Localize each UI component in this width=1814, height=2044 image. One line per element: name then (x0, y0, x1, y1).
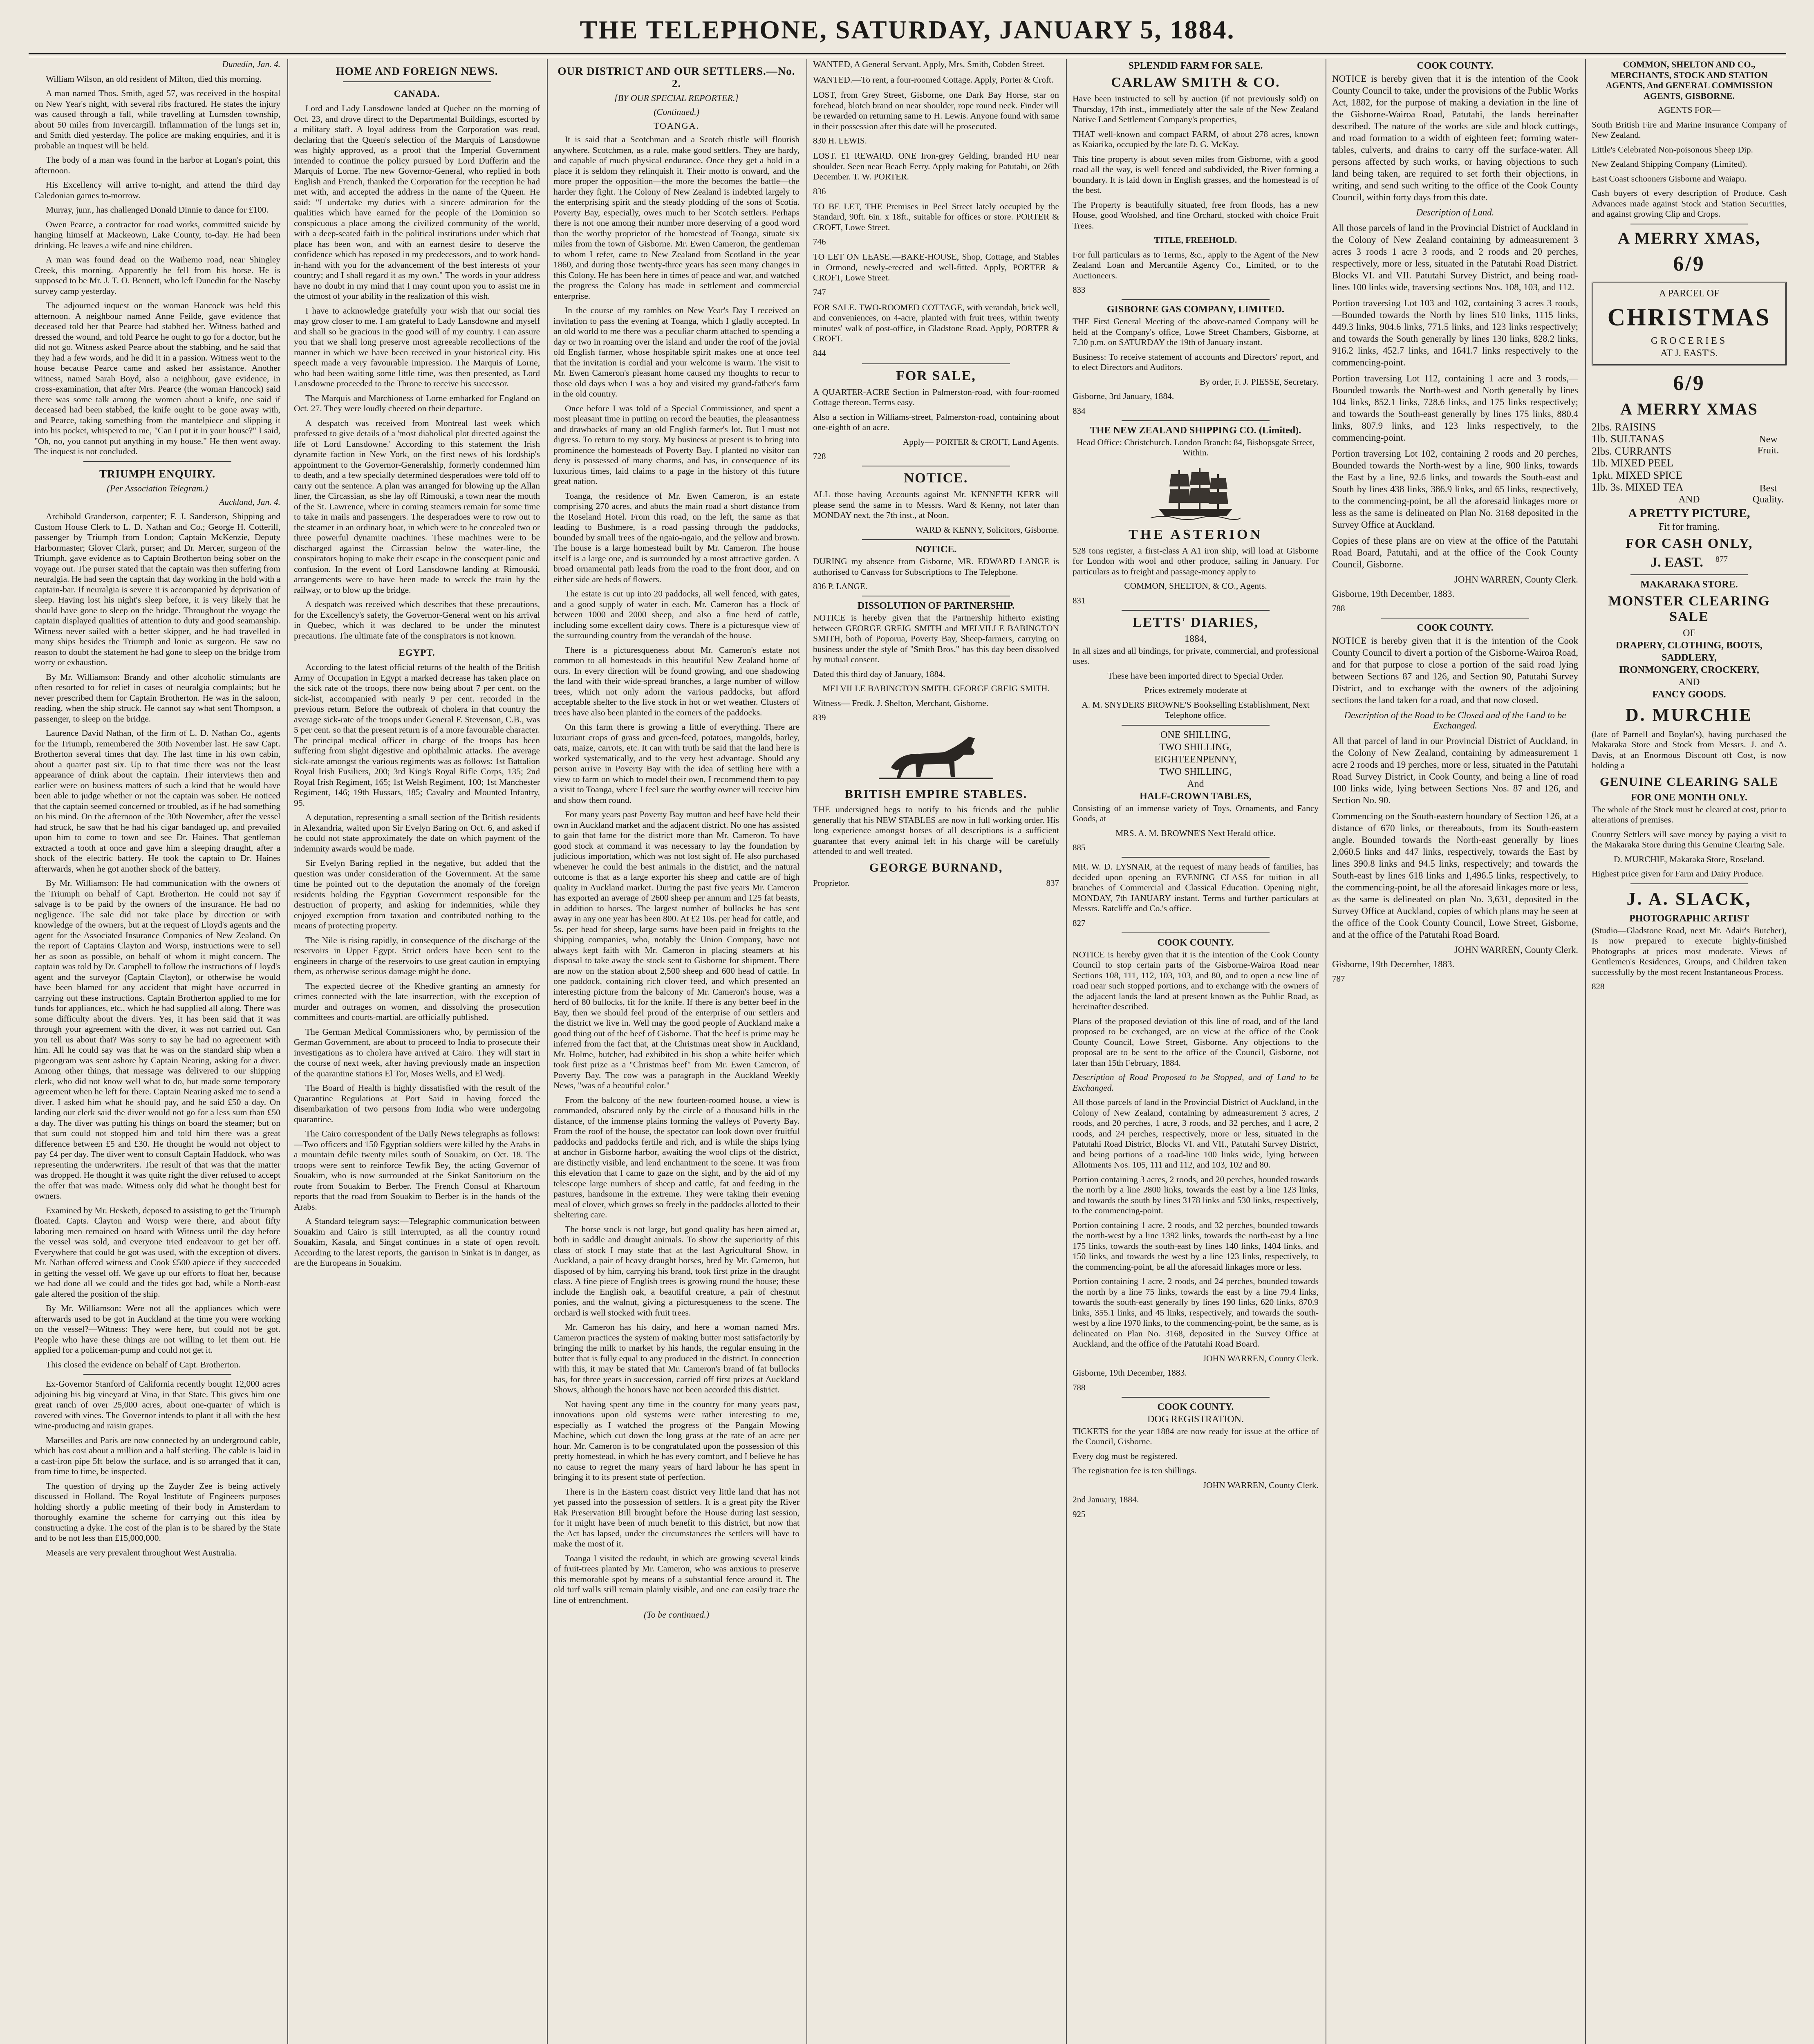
ad-text: 2nd January, 1884. (1073, 1495, 1139, 1504)
sale-line: FOR ONE MONTH ONLY. (1631, 792, 1747, 803)
photographer-title: PHOTOGRAPHIC ARTIST (1629, 913, 1749, 924)
ad-text: A. M. SNYDERS BROWNE'S Bookselling Establishment, Next Telephone office. (1082, 699, 1310, 720)
news-paragraphs (34, 74, 280, 457)
county-heading: COOK COUNTY. (1157, 1401, 1234, 1412)
ad-text: Portion traversing Lot 103 and 102, containing 3 acres 3 roods,—Bounded towards the North by lines 510 links, 1115 links, 449.3 links, 904.6 links, 771.5 links, and 123 links respectively; and towards the South generally by lines 130 links, 828.2 links, 916.2 links, 452.7 links, and 1641.7 links respectively to the commencing-point. (1332, 298, 1578, 368)
ad-text: Also a section in Williams-street, Palmerston-road, containing about one-eighth of an acre. (813, 412, 1059, 432)
classified-ad (813, 59, 1059, 70)
news-paragraph: The estate is cut up into 20 paddocks, all well fenced, with gates, and a good supply of water in each. Mr. Cameron has a flock of between 1000 and 2000 sheep, and also a fine herd of cattle, including some excellent dairy cows. There is a picturesque view of the surrounding country from the verandah of the house. (553, 589, 800, 640)
ad-text: All those parcels of land in the Provincial District of Auckland, in the Colony of New Zealand, containing by admeasurement 3 acres, 2 roods, and 20 perches, 1 acre, 3 roods, and 32 perches, and 1 acre, 2 roods, and 24 perches, respectively, more or less, situated in the Patutahi Road District, Blocks VI. and VII., Patutahi Survey District, and being portions of a road-line 100 links wide, lying between Allotments Nos. 105, 111 and 112, and 103, 102 and 80. (1073, 1097, 1319, 1170)
section-divider (1122, 610, 1269, 611)
ad-tag: 830 H. LEWIS. (813, 136, 867, 146)
ad-text: All that parcel of land in our Provincial District of Auckland, in the Colony of New Zealand, containing by admeasurement 1 acre 2 roods and 19 perches, more or less, situated in the Patutahi Road Survey District, in Cook County, and being a line of road 100 links wide, lying between Sections Nos. 87 and 126, and Section No. 90. (1332, 735, 1578, 805)
ad-tag: 877 (1715, 554, 1728, 564)
dog-heading: DOG REGISTRATION. (1147, 1414, 1244, 1425)
ad-text: All those parcels of land in the Provincial District of Auckland in the Colony of New Zealand containing by admeasurement 3 acres 3 roods 1 acre 3 roods, and 2 roods and 20 perches, respectively, more or less, situated in the Patutahi Road District. Blocks VI. and VII. Patutahi Survey District, and being road-lines 100 links wide, traversing sections Nos. 108, 103, and 112. (1332, 222, 1578, 292)
news-paragraph: A despatch was received from Montreal last week which professed to give details of a 'most diabolical plot directed against the life of Lord Lansdowne.' According to this statement the Irish dynamite faction in New York, on the first news of his lordship's appointment to the Governor-Generalship, formerly condemned him to death, and a few specially determined desperadoes were told off to carry out the sentence. A plan was arranged for blowing up the Allan liner, the Circassian, as she lay off Rimouski, a town near the mouth of the St. Lawrence, where in coming steamers remain for some time to take in mails and passengers. The desperadoes were to row out to the steamer in an ordinary boat, in which were to be concealed two or three powerful dynamite machines. These machines were to be discharged against the Circassian below the water-line, the conspirators hoping to make their escape in the consequent panic and confusion. In the event of Lord Lansdowne landing at Rimouski, arrangements were to have been made to wreck the train by the railway, or to blow up the bridge. (294, 418, 540, 595)
ad-tag: 788 (1073, 1382, 1086, 1392)
section-divider (862, 539, 1010, 540)
ad-text: Description of the Road to be Closed and of the Land to be Exchanged. (1344, 710, 1566, 731)
to-be-continued: (To be continued.) (644, 1609, 709, 1620)
section-divider (83, 1374, 231, 1375)
goods-item: 1lb. 3s. MIXED TEA (1592, 481, 1684, 493)
sale-line: OF (1683, 628, 1695, 639)
ad-text: FOR SALE. TWO-ROOMED COTTAGE, with verandah, brick well, and conveniences, on 4-acre, planted with fruit trees, within twenty minutes' walk of post-office, in Gladstone Road. Apply, PORTER & CROFT. (813, 302, 1059, 343)
ad-text: Portion containing 1 acre, 2 roods, and 32 perches, bounded towards the north-west by a line 1392 links, towards the north-east by a line 175 links, towards the south-east by lines 140 links, 1404 links, and 150 links, and towards the west by a line 123 links, respectively, to the commencing-point, be all the aforesaid linkages more or less. (1073, 1220, 1319, 1272)
parcel-line: AT J. EAST'S. (1660, 347, 1718, 359)
ad-text: NOTICE is hereby given that it is the intention of the Cook County Council to stop certain parts of the Gisborne-Wairoa Road near Sections 108, 111, 112, 103, 103, and 80, and to open a new line of road near such stopped portions, and to exchange with the owners of the adjacent lands the land at present known as the Public Road, as hereinafter described. (1073, 949, 1319, 1011)
tables-line: And (1187, 778, 1204, 789)
notice-heading: NOTICE. (904, 471, 968, 486)
masthead-rule (29, 53, 1786, 57)
ad-text: A QUARTER-ACRE Section in Palmerston-road, with four-roomed Cottage thereon. Terms easy. (813, 387, 1059, 407)
and-line: AND (1678, 494, 1700, 505)
ad-text: Apply— PORTER & CROFT, Land Agents. (903, 437, 1059, 447)
news-paragraph: I have to acknowledge gratefully your wish that our social ties may grow closer to me. I am grateful to Lady Lansdowne and myself and shall so be gracious in the good will of my country. I can assure you that we shall long preserve most agreeable recollections of the manner in which we have been received in your historical city. His speech made a very favourable impression. The Marquis of Lorne, who had been waiting some little time, was then presented, as Lord Lansdowne proceeded to the Throne to receive his successor. (294, 305, 540, 388)
news-paragraph: The body of a man was found in the harbor at Logan's point, this afternoon. (34, 155, 280, 175)
news-paragraph: By Mr. Williamson: He had communication with the owners of the Triumph on behalf of Capt. Brotherton. He could not say if salvage is to be paid by the owners of the insurance. He had no negligence. The sale did not take place by direction or with knowledge of the owners, but at the request of Lloyd's agents and the agent for the Associated Insurance Companies of New Zealand. On the report of Captains Clayton and Worsp, instructions were to sell her as soon as possible, on behalf of whom it might concern. The captain was told by Dr. Campbell to follow the instructions of Lloyd's agent and the surveyor (Captain Clayton), or otherwise he would have been blamed for any accident that might have occurred in carrying out these instructions. Captain Brotherton applied to me for funds for appliances, etc., which he had supplied all along. There was some difficulty about the divers. Yes, it has been said that it was through your agreement with the diver, it was not carried out. Can you tell us about that? Was sorry to say he had no agreement with him. All he could say was that he was on the standard ship when a pigeongram was sent ashore by Captain Nearing, asking for a diver. Among other things, that message was delivered to our shipping clerk, who did not know well what to do, but made some temporary agreement when he left for there. Captain Nearing asked me to send a diver. I asked him what he should pay, and he said £50 a day. On landing our clerk said the diver would not go for a less sum than £50 a day. The diver was putting his things on board the steamer; but on that sum could not stopped him and told him there was a great difference between £5 and £30. He thought he would not object to pay £4 per day. The diver went to consult Captain Haddock, who was representing the underwriters. The result of that was that the matter was dropped. He thought it was quite right the diver refused to accept the offer that was made. Witness only did what he thought best for owners. (34, 878, 280, 1201)
ad-text: Prices extremely moderate at (1144, 685, 1247, 695)
goods-item: 1lb. MIXED PEEL (1592, 457, 1674, 469)
ad-text: Have been instructed to sell by auction (if not previously sold) on Thursday, 17th inst., immediately after the sale of the New Zealand Native Land Settlement Company's properties, (1073, 94, 1319, 124)
ad-text: D. MURCHIE, Makaraka Store, Roseland. (1613, 854, 1765, 864)
tables-line: ONE SHILLING, (1160, 729, 1231, 740)
news-paragraph: From the balcony of the new fourteen-roomed house, a view is commanded, obscured only by the circle of a thousand hills in the distance, of the immense plains forming the valleys of Poverty Bay. From the roof of the house, the spectator can look down over fruitful paddocks and paddocks fertile and rich, and is while the ships lying at anchor in Gisborne harbor, awaiting the wool clips of the district, are distinctly visible, and lend enchantment to the scene. It was from this elevation that I came to gaze on the sight, and by the aid of my telescope large numbers of sheep and cattle, fat and feeding in the pastures, handsome in the extreme. They were taking their evening meal of clover, which grows so freely in the paddocks allotted to their sheltering care. (553, 1095, 800, 1219)
ad-text: In all sizes and all bindings, for private, commercial, and professional uses. (1073, 645, 1319, 666)
ad-text: Plans of the proposed deviation of this line of road, and of the land proposed to be exchanged, are on view at the office of the Cook County Council, Lowe Street, Gisborne. Any objections to the proposal are to be sent to the office of the Council, Gisborne, not later than 15th February, 1884. (1073, 1016, 1319, 1068)
ad-text: Commencing on the South-eastern boundary of Section 126, at a distance of 670 links, or thereabouts, from its South-eastern angle. Bounded towards the North-east generally by lines 2,060.5 links and 447 links, respectively, towards the East by lines 390.8 links and 94.5 links, respectively; and towards the South-east by lines 618 links and 1,496.5 links, respectively, to the commencing-point, be all the aforesaid linkages more or less, as the same is delineated on plan No. 3,631, deposited in the Survey Office at Auckland, copies of which plans may be seen at the office of the Cook County Council, Lowe Street, Gisborne, and at the office of the Patutahi Road Board. (1332, 811, 1578, 940)
ad-text: By order, F. J. PIESSE, Secretary. (1199, 377, 1319, 387)
column-7 (1586, 59, 1792, 2044)
column-3 (548, 59, 805, 2044)
ad-text: TICKETS for the year 1884 are now ready for issue at the office of the Council, Gisborne. (1073, 1426, 1319, 1446)
east-signature (1592, 555, 1787, 570)
section-divider (343, 81, 490, 82)
merchant-name: D. MURCHIE (1625, 704, 1753, 725)
dateline: Auckland, Jan. 4. (219, 497, 280, 507)
subheading: CANADA. (394, 89, 440, 99)
ad-tag: 728 (813, 451, 826, 461)
ad-text: Business: To receive statement of accounts and Directors' report, and to elect Directors and Auditors. (1073, 352, 1319, 372)
section-divider (1122, 932, 1269, 933)
column-2 (288, 59, 546, 2044)
ad-text: New Zealand Shipping Company (Limited). (1592, 159, 1747, 169)
gas-heading: GISBORNE GAS COMPANY, LIMITED. (1106, 304, 1285, 315)
ad-text: NOTICE is hereby given that it is the intention of the Cook County Council to divert a portion of the Gisborne-Wairoa Road, and for that purpose to close a portion of the said road lying between Sections 87 and 126, and Section 90, Patutahi Survey District, and to exchange with the owners of the adjoining sections the land taken for a road, and that now closed. (1332, 635, 1578, 705)
news-paragraph: The Board of Health is highly dissatisfied with the result of the Quarantine Regulations at Port Said in having forced the disembarkation of two persons from India who were undergoing quarantine. (294, 1083, 540, 1124)
ad-tag: 925 (1073, 1509, 1086, 1519)
ad-text: Portion containing 1 acre, 2 roods, and 24 perches, bounded towards the north by a line 75 links, towards the east by a line 79.4 links, towards the south-east generally by lines 190 links, 620 links, 870.9 links, 355.1 links, and 45 links, respectively, and towards the south-west by a line 1970 links, to the commencing-point, be the same, as is delineated on Plan No. 3168, deposited in the Survey Office at Auckland, and the office of the Patutahi Road Board. (1073, 1276, 1319, 1349)
section-divider (1122, 1397, 1269, 1398)
section-divider (1630, 574, 1747, 575)
article-byline: (Per Association Telegram.) (107, 483, 208, 493)
ad-text: The Property is beautifully situated, free from floods, has a new House, good Woolshed, and fine Orchard, stocked with choice Fruit Trees. (1073, 199, 1319, 231)
proprietor-label: Proprietor. (813, 878, 850, 888)
news-paragraph: According to the latest official returns of the health of the British Army of Occupation in Egypt a marked decrease has taken place on the sick rate of the troops, there now being about 7 per cent. on the sick-list, accompanied with nearly 9 per cent. recorded in the previous return. Before the outbreak of cholera in that country the average sick-rate of the troops under General F. Stevenson, C.B., was 5 per cent. so that the present return is of a more favourable character. The principal medical officer in charge of the troops has been suffering from slight digestive and ophthalmic attacks. The average sick-rate amongst the various regiments was as follows: 1st Battalion Royal Irish Fusiliers, 200; 3rd King's Royal Rifle Corps, 135; 2nd Royal Irish Regiment, 165; 1st Welsh Regiment, 100; 1st Manchester Regiment, 146; 19th Hussars, 185; Cavalry and Mounted Infantry, 95. (294, 662, 540, 808)
news-paragraph: By Mr. Williamson: Were not all the appliances which were afterwards used to be got in Auckland at the time you were working on the vessel?—Witness: They were here, but could not be got. People who have these things are not willing to let them out. He applied for a policeman-pump and could not get it. (34, 1303, 280, 1355)
forsale-heading: FOR SALE, (896, 368, 976, 383)
ad-tag: 844 (813, 348, 826, 358)
picture-note: Fit for framing. (1659, 521, 1720, 532)
news-paragraph: The German Medical Commissioners who, by permission of the German Government, are about to proceed to India to prosecute their investigations as to cholera have arrived at Cairo. They will start in the course of next week, after having previously made an inspection of the quarantine stations El Tor, Moses Wells, and El Wedj. (294, 1026, 540, 1078)
news-paragraph: The horse stock is not large, but good quality has been aimed at, both in saddle and draught animals. To show the superiority of this class of stock I may state that at the last Agricultural Show, in Auckland, a pair of heavy draught horses, bred by Mr. Cameron, but disposed of by him, carrying his brand, took first prize in the draught class. A fine piece of English trees is growing round the house; these include the English oak, a beautiful creature, a pair of chestnut ponies, and the walnut, giving a picturesqueness to the scene. The orchard is well stocked with fruit trees. (553, 1224, 800, 1318)
ad-text: NOTICE is hereby given that the Partnership hitherto existing between GEORGE GREIG SMITH and MELVILLE BABINGTON SMITH, both of Poporua, Poverty Bay, Sheep-farmers, carrying on business under the style of "Smith Bros." has this day been dissolved by mutual consent. (813, 613, 1059, 664)
continued-note: (Continued.) (654, 107, 699, 117)
column-6 (1326, 59, 1584, 2044)
classified-ad (813, 90, 1059, 146)
news-paragraph: The expected decree of the Khedive granting an amnesty for crimes connected with the late insurrection, with the exception of murder and outrages on women, and dissolving the prosecution committees and courts-martial, are officially published. (294, 981, 540, 1022)
news-paragraph: A Standard telegram says:—Telegraphic communication between Souakim and Cairo is still interrupted, as all the country round Souakim, Kasala, and Singat continues in a state of open revolt. According to the latest reports, the garrison in Sinkat is in danger, as are the Europeans in Souakim. (294, 1216, 540, 1268)
section-divider (1630, 883, 1747, 884)
column-4 (807, 59, 1065, 2044)
ad-text: Gisborne, 3rd January, 1884. (1073, 391, 1174, 401)
tables-line: HALF-CROWN TABLES, (1140, 791, 1252, 802)
ad-text: Portion traversing Lot 102, containing 2 roods and 20 perches, Bounded towards the North-west by a line, 900 links, towards the East by a line, 92.6 links, and towards the South-east and South by lines 438 links, 386.9 links, and 65 links, respectively, to the commencing-point, be all the aforesaid linkages more or less as the same is delineated on Plan No. 3168 deposited in the Survey Office at Auckland. (1332, 448, 1578, 530)
ad-text: The registration fee is ten shillings. (1073, 1466, 1197, 1475)
notice-heading: NOTICE. (915, 544, 957, 555)
ad-text: MELVILLE BABINGTON SMITH. GEORGE GREIG SMITH. (822, 684, 1050, 693)
classified-ad (813, 202, 1059, 247)
ad-text: LOST. £1 REWARD. ONE Iron-grey Gelding, branded HU near shoulder. Seen near Beach Ferry. Apply making for Patutahi, on 26th December. T. W. PORTER. (813, 151, 1059, 182)
column-5 (1067, 59, 1324, 2044)
sale-line: AND (1678, 677, 1700, 688)
ad-text: LOST, from Grey Street, Gisborne, one Dark Bay Horse, star on forehead, blotch brand on near shoulder, rope round neck. Finder will be rewarded on returning same to H. Lewis. Anyone found with same in their possession after this date will be prosecuted. (813, 90, 1059, 131)
ad-text: TITLE, FREEHOLD. (1154, 235, 1237, 245)
section-divider (1122, 857, 1269, 858)
article-heading: TRIUMPH ENQUIRY. (99, 467, 216, 480)
news-paragraph: Mr. Cameron has his dairy, and here a woman named Mrs. Cameron practices the system of making butter most satisfactorily by bringing the milk to market by his hands, the regular ensuing in the butter that is fully equal to any produced in the district. In connection with this, it may be stated that Mr. Cameron's brand of fat bullocks has, for three years in succession, carried off first prizes at Auckland Shows, although the honors have not been accorded this district. (553, 1322, 800, 1394)
xmas-heading: A MERRY XMAS, (1618, 229, 1760, 247)
news-paragraph: William Wilson, an old resident of Milton, died this morning. (46, 74, 262, 84)
firm-name: COMMON, SHELTON AND CO., MERCHANTS, STOCK AND STATION AGENTS, And GENERAL COMMISSION AGENTS, GISBORNE. (1606, 59, 1773, 101)
horse-illustration (875, 728, 997, 782)
diaries-heading: LETTS' DIARIES, (1133, 614, 1259, 630)
news-paragraph: Laurence David Nathan, of the firm of L. D. Nathan Co., agents for the Triumph, remembered the 30th November last. He saw Capt. Brotherton several times that day. The last time in his own cabin, about a quarter past six. Up to that time there was not the least appearance of drink about the captain. Their interviews then and earlier were on business matters of such a kind that he would have been able to judge whether or not the captain was sober. He noticed that the captain seemed concerned or troubled, as if he had something on his mind. On the afternoon of the 30th November, after the vessel had struck, he saw that he had his cigar bandaged up, and prevailed upon him to come to town and see Dr. Haines. That gentleman extracted a tooth at once and gave him a sleeping draught, after a shock of the electric battery. He took the captain to Dr. Haines afterwards, when he got another shock of the battery. (34, 728, 280, 874)
diaries-year: 1884, (1185, 633, 1207, 644)
ad-text: TO LET ON LEASE.—BAKE-HOUSE, Shop, Cottage, and Stables in Ormond, newly-erected and well-fitted. Apply, PORTER & CROFT, Lowe Street. (813, 252, 1059, 282)
auctioneer-name: CARLAW SMITH & CO. (1111, 75, 1280, 90)
ad-text: This fine property is about seven miles from Gisborne, with a good road all the way, is well fenced and subdivided, the River forming a boundary. It is laid down in English grasses, and the homestead is of the best. (1073, 154, 1319, 195)
classified-ad (813, 303, 1059, 359)
news-paragraph: Not having spent any time in the country for many years past, innovations upon old systems were rather interesting to me, especially as I watched the progress of the Pangain Mowing Machine, which cut down the long grass at the rate of an acre per hour. Mr. Cameron is to be congratulated upon the possession of this pretty homestead, in which he has every comfort, and I believe he has no cause to regret the many years of hard labour he has spent in bringing it to its present state of perfection. (553, 1399, 800, 1482)
ad-text: THAT well-known and compact FARM, of about 278 acres, known as Kaiarika, occupied by the late D. G. McKay. (1073, 129, 1319, 149)
column-1 (29, 59, 286, 2044)
ad-text: WARD & KENNY, Solicitors, Gisborne. (915, 524, 1059, 535)
christmas-parcel-box (1592, 282, 1787, 365)
ad-tag: 831 (1073, 595, 1086, 605)
ad-text: Dated this third day of January, 1884. (813, 669, 945, 679)
news-paragraph: A deputation, representing a small section of the British residents in Alexandria, waited upon Sir Evelyn Baring on Oct. 6, and asked if he could not state approximately the date on which payment of the indemnity awards would be made. (294, 812, 540, 854)
ad-tag: 827 (1073, 918, 1086, 928)
news-paragraph: Examined by Mr. Hesketh, deposed to assisting to get the Triumph floated. Capts. Clayton and Worsp were there, and about fifty laboring men remained on board with Witness until the day before the vessel was sold, and everyone tried endeavour to get her off. Everywhere that could be got was used, with the exception of divers. Mr. Nathan offered witness and Cook £500 apiece if they succeeded in getting the vessel off. We gave up our efforts to float her, because we had done all we could and the tides got bad, while a North-east gale altered the position of the ship. (34, 1205, 280, 1299)
ad-text: Gisborne, 19th December, 1883. (1332, 589, 1455, 599)
article-heading: OUR DISTRICT AND OUR SETTLERS.—No. 2. (558, 65, 795, 90)
news-paragraph: It is said that a Scotchman and a Scotch thistle will flourish anywhere. Scotchmen, as a rule, make good settlers. They are hardy, and capable of much physical endurance. Once they get a hold in a place it is seldom they relinquish it. Their motto is onward, and the more proper the opposition—the more the becomes the battle—the harder they fight. The Colony of New Zealand is indebted largely to the enterprising spirit and the steady plodding of the sons of Scotia. Poverty Bay, especially, owes much to her Scotch settlers. Perhaps there is not one among their number more deserving of a good word than the worthy proprietor of the homestead of Toanga, situate six miles from the town of Gisborne. Mr. Ewen Cameron, the gentleman to whom I refer, came to New Zealand from Scotland in the year 1860, and during those twenty-three years has seen many changes in this Colony. He has been here in times of peace and war, and watched the progress the Colony has made in settlement and commercial enterprise. (553, 134, 800, 301)
goods-item: 2lbs. RAISINS (1592, 421, 1656, 433)
picture-line: A PRETTY PICTURE, (1628, 506, 1750, 520)
news-paragraph: A despatch was received which describes that these precautions, for the Excellency's safety, the Governor-General went on his arrival in Quebec, which it was declared to be under the minutest precautions. The ultimate fate of the conspirators is not known. (294, 599, 540, 641)
farm-heading: SPLENDID FARM FOR SALE. (1128, 61, 1263, 71)
news-paragraph: Owen Pearce, a contractor for road works, committed suicide by hanging himself at Mackeown, Lake County, to-day. He had been drinking. He leaves a wife and nine children. (34, 219, 280, 250)
ad-text: TO BE LET, THE Premises in Peel Street lately occupied by the Standard, 90ft. 6in. x 18ft., suitable for offices or store. PORTER & CROFT, Lowe Street. (813, 201, 1059, 232)
news-paragraph: A man named Thos. Smith, aged 57, was received in the hospital on New Year's night, with several ribs fractured. He states the injury was caused through a fall, while travelling at Lumsden township, about 50 miles from Invercargill. Inflammation of the lungs set in, and Smith died yesterday. The police are making enquiries, and it is probable an inquest will be held. (34, 88, 280, 150)
ad-text: COMMON, SHELTON, & CO., Agents. (1124, 581, 1267, 591)
ad-text: WANTED.—To rent, a four-roomed Cottage. Apply, Porter & Croft. (813, 74, 1054, 85)
ad-text: NOTICE is hereby given that it is the intention of the Cook County Council to take, under the provisions of the Public Works Act, 1882, for the purpose of making a deviation in the line of the Gisborne-Wairoa Road, Patutahi, the lands hereinafter described. The nature of the works are side and block cuttings, and road formation to a width of eighteen feet; forming water-tables, culverts, and drains to carry off the surface-water. All persons affected by such works, or having objections to such land being taken, are required to set forth their objections, in writing, and send such writing to the office of the Cook County Council, within forty days from this date. (1332, 74, 1578, 202)
news-paragraph: By Mr. Williamson: Brandy and other alcoholic stimulants are often resorted to for relief in cases of neuralgia complaints; but he never prescribed them for Captain Brotherton. He was in the saloon, reading, when the ship struck. He cannot say what sent Thompson, a passenger, to sleep on the bridge. (34, 672, 280, 724)
news-paragraph: On this farm there is growing a little of everything. There are luxuriant crops of grass and green-feed, potatoes, mangolds, barley, oats, maize, carrots, etc. It can with truth be said that the land here is worked systematically, and to the very best advantage. Should any person arrive in Poverty Bay with the idea of settling here with a view to farm on which to model their own, I recommend them to pay a visit to Toanga, where I feel sure the worthy owner will receive him and show them round. (553, 722, 800, 805)
news-paragraph: Once before I was told of a Special Commissioner, and spent a most pleasant time in putting on record the beauties, the pleasantness and drawbacks of many an old English farmer's lot. But I must not digress. To return to my story. My business at present is to bring into prominence the homesteads of Poverty Bay. I planted no visitor can deny is possessed of many charms, and has, in consequence of its luxurious times, laid claims to a page in the history of this future great nation. (553, 403, 800, 486)
ad-text: JOHN WARREN, County Clerk. (1454, 574, 1578, 585)
price: 6/9 (1673, 252, 1705, 276)
ad-text: Highest price given for Farm and Dairy Produce. (1592, 869, 1764, 879)
proprietor-name: GEORGE BURNAND, (869, 861, 1003, 874)
ad-tag: 747 (813, 287, 826, 297)
news-paragraph: Marseilles and Paris are now connected by an underground cable, which has cost about a million and a half sterling. The cable is laid in a cast-iron pipe 5ft below the surface, and is so arranged that it can, from time to time, be inspected. (34, 1435, 280, 1476)
news-paragraph: His Excellency will arrive to-night, and attend the third day Caledonian games to-morrow. (34, 180, 280, 200)
tables-line: TWO SHILLING, (1159, 742, 1232, 753)
news-paragraph: Lord and Lady Lansdowne landed at Quebec on the morning of Oct. 23, and drove direct to the Departmental Buildings, escorted by a military staff. A loyal address from the Corporation was read, declaring that the Queen's selection of the Marquis of Lansdowne was highly approved, as a proof that the Imperial Government intended to continue the policy pursued by Lord Dufferin and the Marquis of Lorne. The new Governor-General, who replied in both English and French, thanked the Corporation for the reception he had met with, and accepted the address in the name of the Queen. He said: "I undertake my duties with a sincere admiration for the qualities which have earned for the people of the Dominion so conspicuous a place among the civilized community of the world, with a deep-seated faith in the political institutions under which that place has been won, and with an earnest desire to deserve the confidence which has reposed in my predecessors, and to work hand-in-hand with you for the advancement of the best interests of your country; and I shall regard it as my own." The words in your address have no doubt in my mind that I may count upon you to assist me in the utmost of your ability in the realization of this wish. (294, 103, 540, 301)
goods-item: 2lbs. CURRANTS (1592, 445, 1672, 457)
section-divider (83, 461, 231, 462)
ad-text: Every dog must be registered. (1073, 1451, 1178, 1461)
newspaper-title: THE TELEPHONE, SATURDAY, JANUARY 5, 1884. (580, 15, 1235, 44)
news-paragraph: There is in the Eastern coast district very little land that has not yet passed into the possession of settlers. It is a great pity the River Rak Preservation Bill brought before the House during last session, for it might have been of much benefit to this district, but now that the Act has lapsed, under the circumstances the settlers will have to make the most of it. (553, 1486, 800, 1549)
proprietor-line (813, 878, 1059, 888)
ad-text: DURING my absence from Gisborne, MR. EDWARD LANGE is authorised to Canvass for Subscriptions to The Telephone. (813, 556, 1059, 577)
ad-text: East Coast schooners Gisborne and Waiapu. (1592, 173, 1747, 184)
ad-text: WANTED, A General Servant. Apply, Mrs. Smith, Cobden Street. (813, 59, 1045, 69)
news-paragraph: The question of drying up the Zuyder Zee is being actively discussed in Holland. The Royal Institute of Engineers purposes holding shortly a public meeting of their body in Amsterdam to thoroughly examine the scheme for carrying out this idea by constructing a dyke. The cost of the plan is to be shared by the State and to be not less than £15,000,000. (34, 1481, 280, 1543)
news-paragraph: Sir Evelyn Baring replied in the negative, but added that the question was under consideration of the Government. At the same time he pointed out to the deputation the anomaly of the foreign residents holding the Egyptian Government responsible for the destruction of property, and asking for indemnities, while they enjoyed exemption from taxation and contributed nothing to the means of protecting property. (294, 858, 540, 930)
ad-tag: 836 P. LANGE. (813, 581, 868, 591)
news-paragraph: Archibald Granderson, carpenter; F. J. Sanderson, Shipping and Custom House Clerk to L. D. Nathan and Co.; George H. Cotterill, passenger by Triumph from London; Captain McKenzie, Deputy Harbormaster; Glover Clark, purser; and Dr. Mercer, surgeon of the Triumph, gave evidence as to Captain Brotherton being sober on the voyage out. The purser stated that the captain was then suffering from neuralgia. He had seen the captain that day working in the hold with a captain-bar. If neuralgia is severe it is accompanied by deprivation of sleep. Having lost his night's sleep before, it is very likely that he should have gone to sleep on the bridge. Throughout the voyage the captain displayed qualities of attention to duty and good seamanship. Witness never sailed with a better skipper, and he had travelled in many ships besides the Triumph and Ionic as surgeon. He saw no reason to doubt the statement he had gone to sleep on the bridge from worry or exhaustion. (34, 511, 280, 667)
goods-item: 1pkt. MIXED SPICE (1592, 469, 1682, 481)
dissolution-heading: DISSOLUTION OF PARTNERSHIP. (857, 601, 1015, 611)
ad-text: (Studio—Gladstone Road, next Mr. Adair's Butcher), Is now prepared to execute highly-finished Photographs at prices most moderate. Views of Gentlemen's Residences, Groups, and Children taken successfully by the most recent Instantaneous Process. (1592, 925, 1787, 977)
ad-text: (late of Parnell and Boylan's), having purchased the Makaraka Store and Stock from Messrs. J. and A. Davis, at an Enormous Discount off Cost, is now holding a (1592, 729, 1787, 770)
store-name: MAKARAKA STORE. (1640, 579, 1738, 590)
sale-heading: GENUINE CLEARING SALE (1599, 775, 1779, 789)
ad-text: THE First General Meeting of the above-named Company will be held at the Company's office, Lowe Street Chambers, Gisborne, at 7.30 p.m. on SATURDAY the 19th of January instant. (1073, 316, 1319, 347)
ad-text: MRS. A. M. BROWNE'S Next Herald office. (1115, 828, 1276, 838)
ad-text: JOHN WARREN, County Clerk. (1454, 944, 1578, 955)
ad-text: These have been imported direct to Special Order. (1107, 670, 1284, 681)
sale-line: IRONMONGERY, CROCKERY, (1619, 664, 1759, 675)
news-paragraph: Toanga, the residence of Mr. Ewen Cameron, is an estate comprising 270 acres, and abuts the main road a short distance from the Roseland Hotel. From this road, on the left, the same as that leading to Bushmere, is a road passing through the paddocks, bounded by small trees of the ngaio-ngaio, and the yellow and brown. The house is a large homestead built by Mr. Cameron. The house itself is a large one, and is surrounded by a most attractive garden. A broad ornamental path leads from the road to the front door, and on either side are beds of flowers. (553, 491, 800, 584)
ad-tag: 837 (1046, 878, 1059, 888)
ad-text: South British Fire and Marine Insurance Company of New Zealand. (1592, 119, 1787, 140)
news-paragraph: Measels are very prevalent throughout West Australia. (46, 1547, 237, 1558)
ship-illustration (1151, 464, 1241, 521)
classified-ad (813, 252, 1059, 298)
shipping-heading: THE NEW ZEALAND SHIPPING CO. (Limited). (1090, 425, 1301, 436)
price: 6/9 (1673, 371, 1705, 395)
news-paragraph: Ex-Governor Stanford of California recently bought 12,000 acres adjoining his big vineyard at Vina, in that State. This gives him one great ranch of over 25,000 acres, about one-quarter of which is covered with vines. The Governor intends to plant it all with the best wine-producing and raisin grapes. (34, 1379, 280, 1430)
section-divider (1381, 618, 1529, 619)
ad-text: JOHN WARREN, County Clerk. (1203, 1353, 1319, 1363)
ad-tag: 788 (1332, 603, 1345, 613)
section-divider (1122, 299, 1269, 300)
cash-line: FOR CASH ONLY, (1625, 536, 1753, 551)
article-byline: [BY OUR SPECIAL REPORTER.] (614, 93, 739, 103)
goods-note: Best Quality. (1752, 483, 1784, 505)
goods-note: New Fruit. (1757, 434, 1779, 456)
ad-tag: 787 (1332, 973, 1345, 984)
ad-tag: 885 (1073, 843, 1086, 852)
ad-text: Gisborne, 19th December, 1883. (1073, 1368, 1187, 1378)
sale-line: DRAPERY, CLOTHING, BOOTS, (1615, 640, 1762, 651)
ad-text: Little's Celebrated Non-poisonous Sheep Dip. (1592, 144, 1753, 155)
ad-text: Portion traversing Lot 112, containing 1 acre and 3 roods,—Bounded towards the North-west and North generally by lines 104 links, 852.1 links, 728.6 links, and 175 links respectively; and towards the South-east generally by lines 175 links, 880.4 links, 807.9 links, and 123 links respectively, to the commencing-point. (1332, 373, 1578, 443)
news-paragraph: This closed the evidence on behalf of Capt. Brotherton. (46, 1359, 241, 1369)
dateline: Dunedin, Jan. 4. (222, 59, 280, 69)
ad-text: ALL those having Accounts against Mr. KENNETH KERR will please send the same in to Messrs. Ward & Kenny, not later than MONDAY next, the 7th inst., at Noon. (813, 489, 1059, 520)
news-paragraph: In the course of my rambles on New Year's Day I received an invitation to pass the evening at Toanga, which I gladly accepted. In an old world to me there was a peculiar charm attached to spending a day or two in roaming over the island and under the roof of the jovial old English farmer, whose hospitable spirit makes one at once feel that the invitation is cordial and your welcome is warm. The visit to Mr. Ewen Cameron's pleasant home caused my thoughts to recur to those old days when I was a boy and visited my grand-father's farm in the old country. (553, 305, 800, 399)
news-paragraph: The Nile is rising rapidly, in consequence of the discharge of the reservoirs in Upper Egypt. Strict orders have been sent to the engineers in charge of the reservoirs to use great caution in emptying them, as otherwise serious damage might be done. (294, 935, 540, 976)
ad-text: Description of Land. (1416, 207, 1494, 217)
classified-ad (813, 151, 1059, 197)
section-divider (1122, 420, 1269, 421)
place-heading: TOANGA. (654, 121, 699, 131)
ad-text: Portion containing 3 acres, 2 roods, and 20 perches, bounded towards the north by a line 2800 links, towards the east by a line 123 links, and towards the south by lines 3178 links and 530 links, respectively, to the commencing-point. (1073, 1174, 1319, 1215)
sale-line: FANCY GOODS. (1652, 689, 1726, 700)
article-heading: HOME AND FOREIGN NEWS. (336, 65, 498, 77)
ad-text: Gisborne, 19th December, 1883. (1332, 959, 1455, 969)
ad-text: AGENTS FOR— (1657, 105, 1721, 115)
ad-text: Description of Road Proposed to be Stopped, and of Land to be Exchanged. (1073, 1072, 1319, 1093)
ad-tag: 834 (1073, 406, 1086, 416)
tables-line: EIGHTEENPENNY, (1154, 754, 1237, 765)
ad-text: Consisting of an immense variety of Toys, Ornaments, and Fancy Goods, at (1073, 803, 1319, 823)
ad-text: The whole of the Stock must be cleared at cost, prior to alterations of premises. (1592, 804, 1787, 825)
ad-text: Head Office: Christchurch. London Branch: 84, Bishopsgate Street, Within. (1076, 437, 1315, 457)
parcel-line: GROCERIES (1651, 335, 1728, 346)
county-heading: COOK COUNTY. (1157, 937, 1234, 948)
ad-text: Witness— Fredk. J. Shelton, Merchant, Gisborne. (813, 698, 989, 708)
county-heading: COOK COUNTY. (1417, 61, 1494, 71)
county-heading: COOK COUNTY. (1417, 622, 1494, 633)
east-name: J. EAST. (1651, 554, 1703, 570)
news-paragraph: There is a picturesqueness about Mr. Cameron's estate not common to all homesteads in this beautiful New Zealand home of ours. In every direction will be found growing, and one shadowing the land with their wide-spread branches, a large number of willow trees, which not only adorn the various paddocks, but afford acceptable shelter to the live stock in hot or wet weather. Clusters of trees have also been planted in the corners of the paddocks. (553, 645, 800, 717)
sale-heading: MONSTER CLEARING SALE (1608, 593, 1770, 624)
goods-item: 1lb. SULTANAS (1592, 433, 1664, 445)
section-divider (1122, 725, 1269, 726)
parcel-line: A PARCEL OF (1659, 288, 1720, 299)
christmas-title: CHRISTMAS (1607, 303, 1771, 331)
masthead (29, 7, 1786, 52)
ad-text: MR. W. D. LYSNAR, at the request of many heads of families, has decided upon opening an EVENING CLASS for tuition in all branches of Commercial and Classical Education. Opening night, MONDAY, 7th JANUARY instant. Terms and further particulars at Messrs. Ratcliffe and Co.'s office. (1073, 862, 1319, 913)
ad-text: JOHN WARREN, County Clerk. (1203, 1480, 1319, 1490)
news-paragraph: For many years past Poverty Bay mutton and beef have held their own in Auckland market and the adjacent district. No one has assisted to gain that fame for the district more than Mr. Cameron. To have good stock at command it was necessary to lay the foundation by judicious importation, which was not lost sight of. He also purchased whenever he could the best animals in the district, and the natural outcome is that as a large exporter his sheep and cattle are of high quality in Auckland market. During the past five years Mr. Cameron has exported an average of 2600 sheep per annum and 125 fat beasts, in addition to horses. The largest number of bullocks he has sent away in any one year has been 800. At £2 10s. per head for cattle, and 5s. per head for sheep, large sums have been paid in freights to the shipping companies, who, notably the Union Company, have not always kept faith with Mr. Cameron in placing steamers at his disposal to take away the stock sent to Gisborne for shipment. There are now on the station about 2,500 sheep and 600 head of cattle. In one paddock, containing rich clover feed, and which presented an interesting picture from the balcony of Mr. Cameron's house, was a herd of 80 bullocks, fit for the knife. If there is any better beef in the Bay, then we should feel proud of the enterprise of our settlers and the district we live in. Well may the good people of Auckland make a good thing out of the beef of Gisborne. That the beef is prime may be inferred from the fact that, at the Christmas meat show in Auckland, Mr. Holme, butcher, had exhibited in his shop a white heifer which took first prize as a "Christmas beef" from Mr. Ewen Cameron, of Poverty Bay. The cow was a paragraph in the Auckland Weekly News, "was of a beautiful color." (553, 809, 800, 1090)
news-paragraph: Toanga I visited the redoubt, in which are growing several kinds of fruit-trees planted by Mr. Cameron, who was anxious to preserve this memorable spot by means of a substantial fence around it. The old turf walls still remain plainly visible, and one can easily trace the line of entrenchment. (553, 1553, 800, 1605)
section-divider (862, 363, 1010, 364)
ad-text: Country Settlers will save money by paying a visit to the Makaraka Store during this Genuine Clearing Sale. (1592, 829, 1787, 849)
photographer-name: J. A. SLACK, (1626, 888, 1752, 909)
news-paragraph: The adjourned inquest on the woman Hancock was held this afternoon. A neighbour named Anne Feilde, gave evidence that deceased told her that Pearce had stabbed her. Witness bathed and dressed the wound, and told Pearce he ought to go for a doctor, but he did not go. Witness asked Pearce about the stabbing, and he said that they had a few words, and he did it in a passion. Witness went to the house because Pearce came and asked her assistance. Another witness, named Sarah Boyd, also a neighbour, gave evidence, in cross-examination, that after Mrs. Pearce (the woman Hancock) said there was some talk among the women about a knife, one said if deceased had been stabbed, the knife ought to be gone away with, and Pearce, taking something from the mantelpiece and slipping it into his pocket, whispered to me, "Can I put it in your house?" I said, "Oh, no, you cannot put anything in my house." He then went away. The inquest is not concluded. (34, 300, 280, 456)
news-paragraph: The Cairo correspondent of the Daily News telegraphs as follows:—Two officers and 150 Egyptian soldiers were killed by the Arabs in a mountain defile twenty miles south of Souakim, on Oct. 18. The troops were sent to reinforce Tewfik Bey, the acting Governor of Souakim, who is now surrounded at the Sinkat Sanitorium on the route from Souakim to Berber. The French Consul at Khartoum reports that the road from Souakim to Berber is in the hands of the Arabs. (294, 1129, 540, 1212)
ship-name: THE ASTERION (1128, 527, 1263, 542)
ad-text: 528 tons register, a first-class A A1 iron ship, will load at Gisborne for London with wool and other produce, sailing in January. For particulars as to freight and passage-money apply to (1073, 545, 1319, 576)
ad-text: For full particulars as to Terms, &c., apply to the Agent of the New Zealand Loan and Mercantile Agency Co., Limited, or to the Auctioneers. (1073, 249, 1319, 280)
news-paragraph: Murray, junr., has challenged Donald Dinnie to dance for £100. (46, 205, 269, 215)
ad-text: Copies of these plans are on view at the office of the Patutahi Road Board, Patutahi, and at the office of the Cook County Council, Gisborne. (1332, 535, 1578, 569)
classified-ad (813, 75, 1059, 85)
ad-tag: 828 (1592, 982, 1605, 991)
stables-heading: BRITISH EMPIRE STABLES. (844, 787, 1028, 801)
ad-tag: 833 (1073, 285, 1086, 295)
tables-line: TWO SHILLING, (1159, 766, 1232, 777)
ad-text: Cash buyers of every description of Produce. Cash Advances made against Stock and Station Securities, and against growing Clip and Crops. (1592, 188, 1787, 219)
news-paragraph: A man was found dead on the Waihemo road, near Shingley Creek, this morning. Apparently he fell from his horse. He is supposed to be Mr. J. T. O. Bennett, who left Dunedin for the Naseby survey camp yesterday. (34, 255, 280, 296)
news-paragraph: The Marquis and Marchioness of Lorne embarked for England on Oct. 27. They were loudly cheered on their departure. (294, 393, 540, 413)
ad-tag: 836 (813, 186, 826, 196)
subheading: EGYPT. (399, 648, 435, 658)
ad-text: THE undersigned begs to notify to his friends and the public generally that his NEW STABLES are now in full working order. His long experience amongst horses of all descriptions is a sufficient guarantee that every animal left in his charge will be carefully attended to and well treated. (813, 805, 1059, 856)
xmas-heading: A MERRY XMAS (1620, 399, 1758, 418)
sale-line: SADDLERY, (1662, 652, 1717, 663)
ad-tag: 746 (813, 237, 826, 247)
ad-tag: 839 (813, 713, 826, 722)
